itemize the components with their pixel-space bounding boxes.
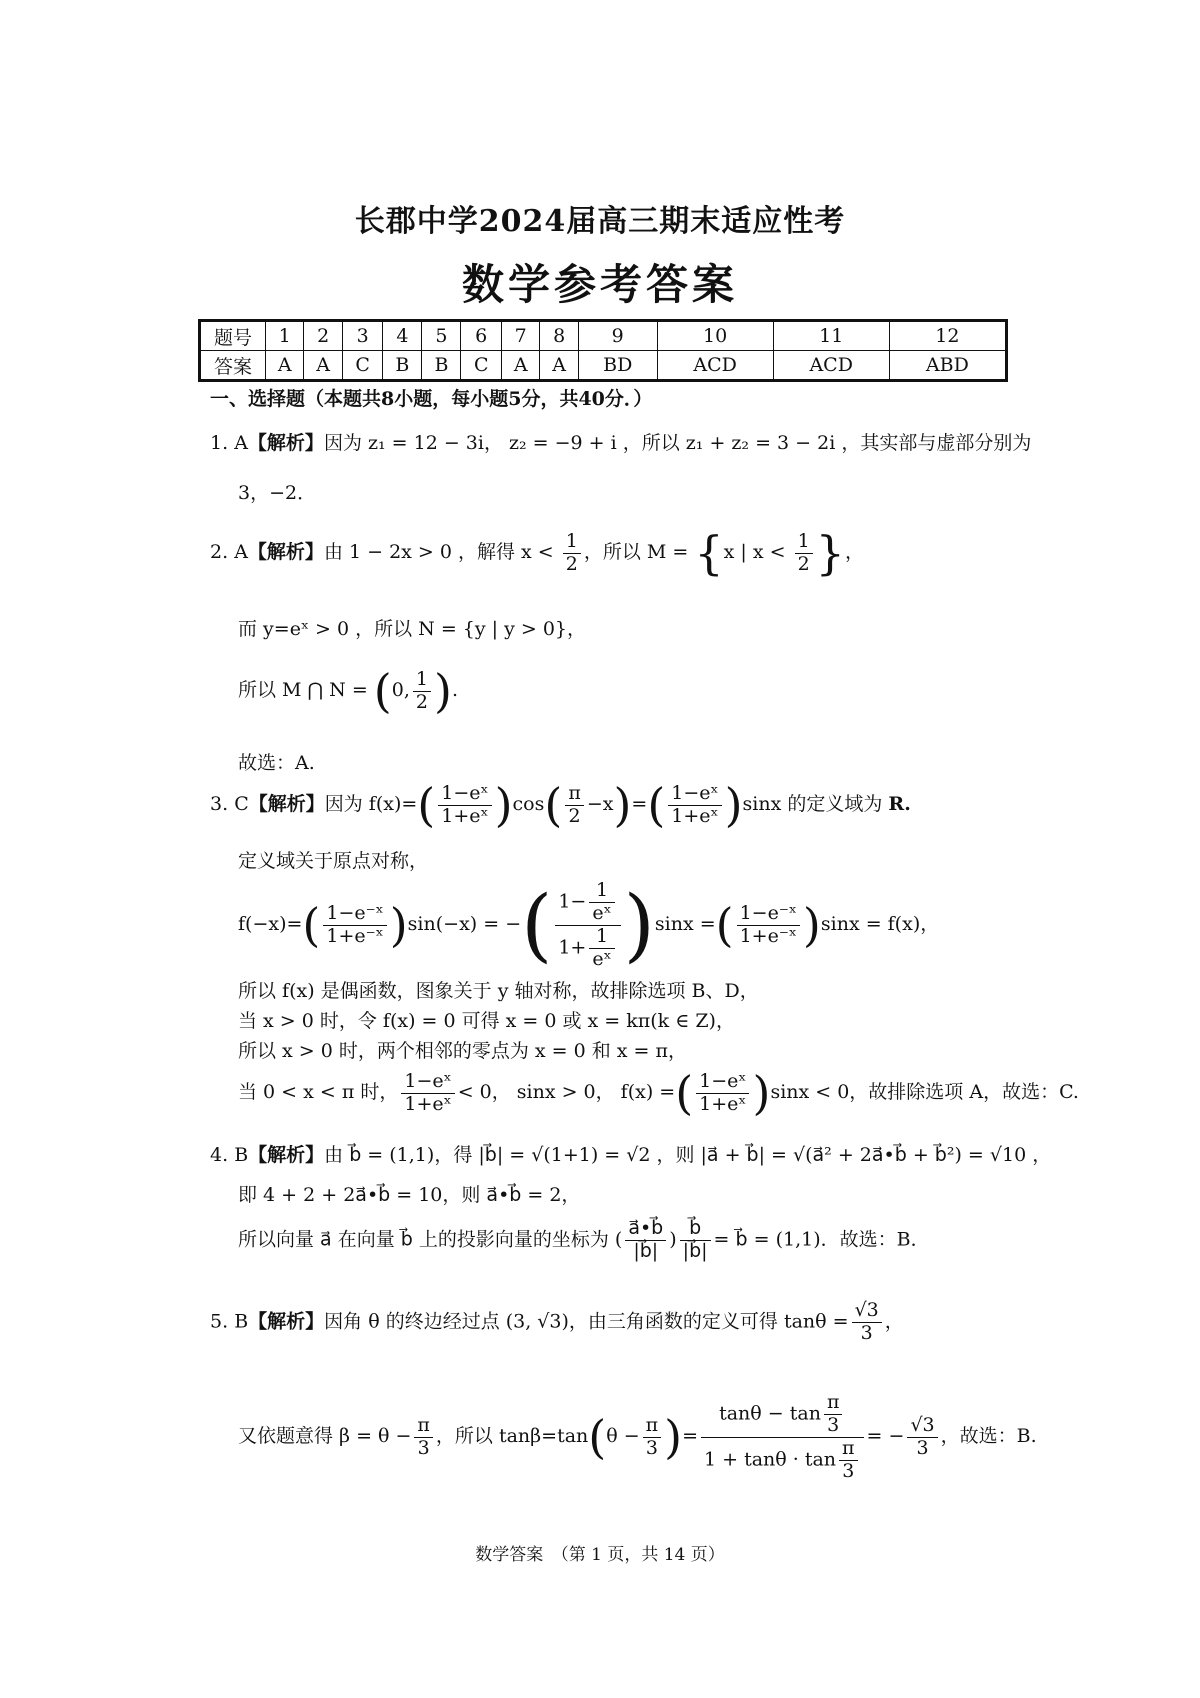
q4-l3a: 所以向量 a⃗ 在向量 b⃗ 上的投影向量的坐标为 ( bbox=[238, 1228, 623, 1251]
right-paren: ) bbox=[752, 1066, 771, 1120]
num-part: tanθ − tan bbox=[719, 1402, 821, 1425]
left-paren: ( bbox=[588, 1410, 607, 1465]
q2-text-b: ，所以 M = bbox=[583, 541, 689, 563]
numerator: 1−eˣ bbox=[401, 1071, 454, 1094]
denominator: 1+eˣ bbox=[441, 804, 489, 827]
numerator: √3 bbox=[907, 1415, 937, 1438]
fraction bbox=[696, 1071, 749, 1116]
left-paren: ( bbox=[647, 778, 666, 832]
q1-tag: 【解析】 bbox=[247, 432, 324, 454]
numerator bbox=[701, 1392, 864, 1438]
table-row-numbers bbox=[200, 321, 1007, 351]
q1-line1 bbox=[210, 428, 1031, 455]
q1-line2: 3，−2． bbox=[238, 482, 317, 504]
q2-text-a: 由 1 − 2x > 0 ，解得 x < bbox=[323, 541, 554, 563]
q3-line4: 所以 f(x) 是偶函数，图象关于 y 轴对称，故排除选项 B、D， bbox=[238, 980, 759, 1002]
fraction bbox=[401, 1071, 454, 1116]
table-cell: 6 bbox=[461, 321, 502, 351]
q5-l2c: θ − bbox=[606, 1425, 640, 1448]
q5-line1 bbox=[210, 1300, 904, 1345]
q5-answer: B bbox=[234, 1310, 249, 1333]
table-cell: 1 bbox=[266, 321, 304, 351]
numerator: 1−eˣ bbox=[696, 1071, 749, 1094]
denominator: 2 bbox=[415, 690, 428, 713]
left-paren: ( bbox=[715, 898, 734, 953]
table-row-answers bbox=[200, 351, 1007, 381]
section-heading: 一、选择题（本题共8小题，每小题5分，共40分．） bbox=[210, 388, 653, 410]
table-cell: ABD bbox=[889, 351, 1006, 381]
right-paren: ) bbox=[613, 778, 632, 832]
table-cell: B bbox=[422, 351, 461, 381]
table-cell: 12 bbox=[889, 321, 1006, 351]
q5-l1b: ， bbox=[884, 1310, 904, 1333]
numerator: 1−e⁻ˣ bbox=[737, 903, 800, 926]
numerator: 1 bbox=[589, 926, 614, 949]
table-cell: C bbox=[461, 351, 502, 381]
q3-l3d: sinx = f(x)， bbox=[820, 913, 940, 936]
table-row-label: 题号 bbox=[200, 321, 266, 351]
q5-number: 5. bbox=[210, 1310, 229, 1333]
q2-answer: A bbox=[234, 541, 248, 563]
denominator: eˣ bbox=[592, 947, 612, 970]
denominator: 2 bbox=[568, 804, 581, 827]
numerator: 1−eˣ bbox=[668, 783, 721, 806]
numerator: √3 bbox=[852, 1300, 882, 1323]
q2-line3 bbox=[238, 664, 458, 718]
table-cell: ACD bbox=[657, 351, 773, 381]
q5-l1a: 因角 θ 的终边经过点 (3, √3)，由三角函数的定义可得 tanθ = bbox=[324, 1310, 849, 1333]
right-paren: ) bbox=[664, 1410, 683, 1465]
right-paren: ) bbox=[623, 878, 655, 972]
numerator: a⃗•b⃗ bbox=[625, 1218, 666, 1241]
nested-fraction bbox=[555, 880, 620, 970]
denominator: eˣ bbox=[592, 901, 612, 924]
q3-line3 bbox=[238, 880, 939, 970]
table-cell: ACD bbox=[773, 351, 889, 381]
numerator bbox=[555, 880, 620, 926]
q3-r: R. bbox=[888, 793, 911, 815]
exam-title: 长郡中学2024届高三期末适应性考 bbox=[354, 204, 846, 239]
numerator: π bbox=[643, 1415, 662, 1438]
left-paren: ( bbox=[417, 778, 436, 832]
fraction bbox=[795, 531, 813, 576]
q4-line1 bbox=[210, 1140, 1051, 1167]
den-part: 1+ bbox=[558, 936, 587, 959]
q4-line3 bbox=[238, 1218, 930, 1263]
q3-d: = bbox=[631, 793, 648, 815]
q3-answer: C bbox=[234, 793, 249, 815]
numerator: 1−eˣ bbox=[438, 783, 491, 806]
q5-l2e: = − bbox=[866, 1425, 905, 1448]
fraction bbox=[680, 1218, 711, 1263]
fraction bbox=[625, 1218, 666, 1263]
table-cell: 7 bbox=[502, 321, 540, 351]
right-paren: ) bbox=[433, 664, 452, 718]
q5-l2b: ，所以 tanβ=tan bbox=[435, 1425, 589, 1448]
fraction bbox=[852, 1300, 882, 1345]
denominator: 1+eˣ bbox=[699, 1092, 747, 1115]
answer-title: 数学参考答案 bbox=[461, 260, 738, 309]
table-cell: 2 bbox=[304, 321, 342, 351]
q3-l3c: sinx = bbox=[654, 913, 716, 936]
q3-line1 bbox=[210, 778, 911, 832]
q3-l3b: sin(−x) = − bbox=[407, 913, 522, 936]
denominator: 3 bbox=[827, 1413, 840, 1436]
numerator: π bbox=[839, 1438, 858, 1461]
q2-tag: 【解析】 bbox=[247, 541, 324, 563]
numerator: 1 bbox=[413, 669, 431, 692]
table-cell: A bbox=[266, 351, 304, 381]
num-part: 1− bbox=[558, 890, 587, 913]
q1-text: 因为 z₁ = 12 − 3i， z₂ = −9 + i ，所以 z₁ + z₂ = 3 − 2i ，其实部与虚部分别为 bbox=[323, 432, 1032, 454]
table-cell: 8 bbox=[540, 321, 578, 351]
fraction bbox=[839, 1438, 858, 1483]
q4-answer: B bbox=[234, 1144, 249, 1166]
denominator: |b⃗| bbox=[682, 1239, 708, 1262]
q4-tag: 【解析】 bbox=[248, 1144, 325, 1166]
table-cell: 4 bbox=[383, 321, 422, 351]
fraction bbox=[414, 1415, 433, 1460]
q3-tag: 【解析】 bbox=[248, 793, 325, 815]
table-cell: A bbox=[540, 351, 578, 381]
table-cell: 3 bbox=[342, 321, 383, 351]
fraction bbox=[668, 783, 721, 828]
q3-line2: 定义域关于原点对称， bbox=[238, 850, 429, 872]
numerator: 1 bbox=[795, 531, 813, 554]
q1-number: 1. bbox=[210, 432, 229, 454]
q2-line1 bbox=[210, 526, 864, 580]
denominator: 2 bbox=[565, 552, 578, 575]
right-paren: ) bbox=[389, 898, 408, 953]
q5-l2a: 又依题意得 β = θ − bbox=[238, 1425, 412, 1448]
table-cell: 9 bbox=[578, 321, 657, 351]
fraction bbox=[589, 880, 614, 925]
q3-a: 因为 f(x)= bbox=[324, 793, 418, 815]
denominator: 3 bbox=[645, 1436, 658, 1459]
table-row-label: 答案 bbox=[200, 351, 266, 381]
fraction bbox=[563, 531, 581, 576]
fraction bbox=[737, 903, 800, 948]
denominator: 3 bbox=[916, 1436, 929, 1459]
left-paren: ( bbox=[373, 664, 392, 718]
numerator: b⃗ bbox=[680, 1218, 711, 1241]
q3-e: sinx 的定义域为 bbox=[742, 793, 883, 815]
q5-line2 bbox=[238, 1392, 1037, 1482]
fraction bbox=[323, 903, 386, 948]
denominator: 1+eˣ bbox=[671, 804, 719, 827]
numerator: 1−e⁻ˣ bbox=[323, 903, 386, 926]
denominator: |b⃗| bbox=[633, 1239, 659, 1262]
denominator bbox=[701, 1438, 864, 1483]
q4-line2: 即 4 + 2 + 2a⃗•b⃗ = 10，则 a⃗•b⃗ = 2， bbox=[238, 1184, 581, 1206]
q3-l7a: 当 0 < x < π 时， bbox=[238, 1081, 399, 1103]
q2-text-d: ， bbox=[844, 541, 864, 563]
fraction bbox=[589, 926, 614, 971]
q2-text-c: x | x < bbox=[723, 541, 786, 563]
table-cell: BD bbox=[578, 351, 657, 381]
numerator: π bbox=[824, 1392, 843, 1415]
q2-line4: 故选：A. bbox=[238, 752, 315, 774]
q3-line6: 所以 x > 0 时，两个相邻的零点为 x = 0 和 x = π， bbox=[238, 1040, 688, 1062]
q2-line2: 而 y=eˣ > 0 ，所以 N = {y | y > 0}， bbox=[238, 618, 586, 640]
q3-l7c: sinx < 0，故排除选项 A，故选：C. bbox=[770, 1081, 1079, 1103]
q5-l2f: ，故选：B. bbox=[940, 1425, 1037, 1448]
q2-l3c: . bbox=[451, 679, 458, 701]
fraction bbox=[413, 669, 431, 714]
q3-b: cos bbox=[512, 793, 545, 815]
q4-l3c: = b⃗ = (1,1)．故选：B． bbox=[713, 1228, 930, 1251]
left-paren: ( bbox=[675, 1066, 694, 1120]
right-brace: } bbox=[815, 526, 845, 580]
q3-l3a: f(−x)= bbox=[238, 913, 303, 936]
right-paren: ) bbox=[802, 898, 821, 953]
left-paren: ( bbox=[544, 778, 563, 832]
right-paren: ) bbox=[724, 778, 743, 832]
q3-l7b: < 0， sinx > 0， f(x) = bbox=[457, 1081, 676, 1103]
denominator: 1+e⁻ˣ bbox=[739, 924, 797, 947]
denominator: 1+eˣ bbox=[404, 1092, 452, 1115]
q2-number: 2. bbox=[210, 541, 229, 563]
numerator: π bbox=[565, 783, 584, 806]
page-footer: 数学答案 （第 1 页，共 14 页） bbox=[475, 1545, 725, 1565]
table-cell: 10 bbox=[657, 321, 773, 351]
fraction bbox=[565, 783, 584, 828]
fraction bbox=[824, 1392, 843, 1437]
denominator bbox=[555, 926, 620, 971]
big-fraction bbox=[701, 1392, 864, 1482]
table-cell: A bbox=[502, 351, 540, 381]
table-cell: 11 bbox=[773, 321, 889, 351]
denominator: 2 bbox=[797, 552, 810, 575]
q4-text: 由 b⃗ = (1,1)，得 |b⃗| = √(1+1) = √2 ，则 |a⃗ + b⃗| = √(a⃗² + 2a⃗•b⃗ + b⃗²) = √10 ， bbox=[324, 1144, 1052, 1166]
q5-l2d: = bbox=[682, 1425, 698, 1448]
table-cell: C bbox=[342, 351, 383, 381]
denominator: 3 bbox=[860, 1321, 873, 1344]
fraction bbox=[643, 1415, 662, 1460]
q3-line7 bbox=[238, 1066, 1079, 1120]
den-part: 1 + tanθ · tan bbox=[704, 1448, 837, 1471]
table-cell: 5 bbox=[422, 321, 461, 351]
table-cell: A bbox=[304, 351, 342, 381]
left-paren: ( bbox=[302, 898, 321, 953]
q4-l3b: ) bbox=[669, 1228, 677, 1251]
left-brace: { bbox=[694, 526, 724, 580]
q3-line5: 当 x > 0 时，令 f(x) = 0 可得 x = 0 或 x = kπ(k ∈ Z)， bbox=[238, 1010, 735, 1032]
fraction bbox=[438, 783, 491, 828]
fraction bbox=[907, 1415, 937, 1460]
q3-number: 3. bbox=[210, 793, 229, 815]
q1-answer: A bbox=[234, 432, 248, 454]
table-cell: B bbox=[383, 351, 422, 381]
right-paren: ) bbox=[494, 778, 513, 832]
numerator: 1 bbox=[589, 880, 614, 903]
numerator: π bbox=[414, 1415, 433, 1438]
q4-number: 4. bbox=[210, 1144, 229, 1166]
denominator: 3 bbox=[417, 1436, 430, 1459]
left-paren: ( bbox=[521, 878, 553, 972]
denominator: 3 bbox=[842, 1459, 855, 1482]
q2-l3a: 所以 M ⋂ N = bbox=[238, 679, 368, 701]
denominator: 1+e⁻ˣ bbox=[326, 924, 384, 947]
q2-l3b: 0, bbox=[391, 679, 410, 701]
q3-c: −x bbox=[586, 793, 614, 815]
numerator: 1 bbox=[563, 531, 581, 554]
answer-table bbox=[198, 319, 1008, 382]
q5-tag: 【解析】 bbox=[248, 1310, 325, 1333]
